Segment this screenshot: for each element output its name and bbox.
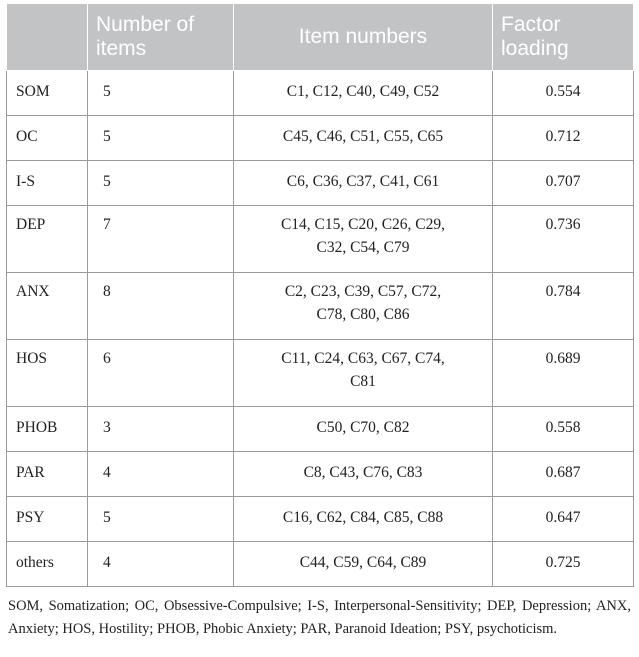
cell-number-of-items: 5 [88, 116, 234, 161]
cell-number-of-items: 5 [88, 71, 234, 116]
cell-factor: SOM [7, 71, 88, 116]
cell-factor-loading: 0.558 [493, 407, 634, 452]
table-container [6, 4, 633, 641]
table-row [7, 116, 634, 161]
cell-number-of-items: 7 [88, 206, 234, 273]
cell-item-numbers: C16, C62, C84, C85, C88 [234, 497, 493, 542]
cell-item-numbers: C8, C43, C76, C83 [234, 452, 493, 497]
cell-factor-loading: 0.725 [493, 542, 634, 587]
table-body [7, 71, 634, 587]
cell-factor: PHOB [7, 407, 88, 452]
cell-factor-loading: 0.689 [493, 340, 634, 407]
header-item-numbers: Item numbers [234, 4, 493, 71]
cell-item-numbers: C44, C59, C64, C89 [234, 542, 493, 587]
table-footnote: SOM, Somatization; OC, Obsessive-Compulsive; I-S, Interpersonal-Sensitivity; DEP, Depression; ANX, Anxiety; HOS, Hostility; PHOB, Phobic Anxiety; PAR, Paranoid Ideation; PSY, psychoticism. [8, 598, 631, 637]
header-number-of-items: Number of items [88, 4, 234, 71]
cell-number-of-items: 6 [88, 340, 234, 407]
table-row [7, 452, 634, 497]
header-factor [7, 4, 88, 71]
cell-number-of-items: 5 [88, 497, 234, 542]
cell-factor: ANX [7, 273, 88, 340]
cell-factor-loading: 0.736 [493, 206, 634, 273]
cell-factor: I-S [7, 161, 88, 206]
table-row [7, 206, 634, 273]
header-row [7, 4, 634, 71]
cell-number-of-items: 4 [88, 452, 234, 497]
cell-factor: others [7, 542, 88, 587]
table-row [7, 161, 634, 206]
cell-item-numbers: C2, C23, C39, C57, C72, C78, C80, C86 [234, 273, 493, 340]
table-row [7, 542, 634, 587]
table-row [7, 497, 634, 542]
cell-item-numbers: C1, C12, C40, C49, C52 [234, 71, 493, 116]
table-row [7, 71, 634, 116]
header-factor-loading: Factor loading [493, 4, 634, 71]
cell-item-numbers: C14, C15, C20, C26, C29, C32, C54, C79 [234, 206, 493, 273]
cell-item-numbers: C45, C46, C51, C55, C65 [234, 116, 493, 161]
table-header [7, 4, 634, 71]
table-row [7, 273, 634, 340]
cell-factor-loading: 0.784 [493, 273, 634, 340]
cell-number-of-items: 4 [88, 542, 234, 587]
cell-item-numbers: C50, C70, C82 [234, 407, 493, 452]
cell-factor-loading: 0.687 [493, 452, 634, 497]
table-row [7, 407, 634, 452]
cell-item-numbers: C6, C36, C37, C41, C61 [234, 161, 493, 206]
cell-factor: OC [7, 116, 88, 161]
cell-factor: PSY [7, 497, 88, 542]
cell-factor: DEP [7, 206, 88, 273]
cell-factor: PAR [7, 452, 88, 497]
cell-item-numbers: C11, C24, C63, C67, C74, C81 [234, 340, 493, 407]
cell-number-of-items: 3 [88, 407, 234, 452]
cell-factor-loading: 0.647 [493, 497, 634, 542]
table-row [7, 340, 634, 407]
cell-factor-loading: 0.554 [493, 71, 634, 116]
cell-number-of-items: 8 [88, 273, 234, 340]
cell-factor: HOS [7, 340, 88, 407]
cell-factor-loading: 0.712 [493, 116, 634, 161]
factor-table [6, 4, 634, 587]
cell-number-of-items: 5 [88, 161, 234, 206]
cell-factor-loading: 0.707 [493, 161, 634, 206]
